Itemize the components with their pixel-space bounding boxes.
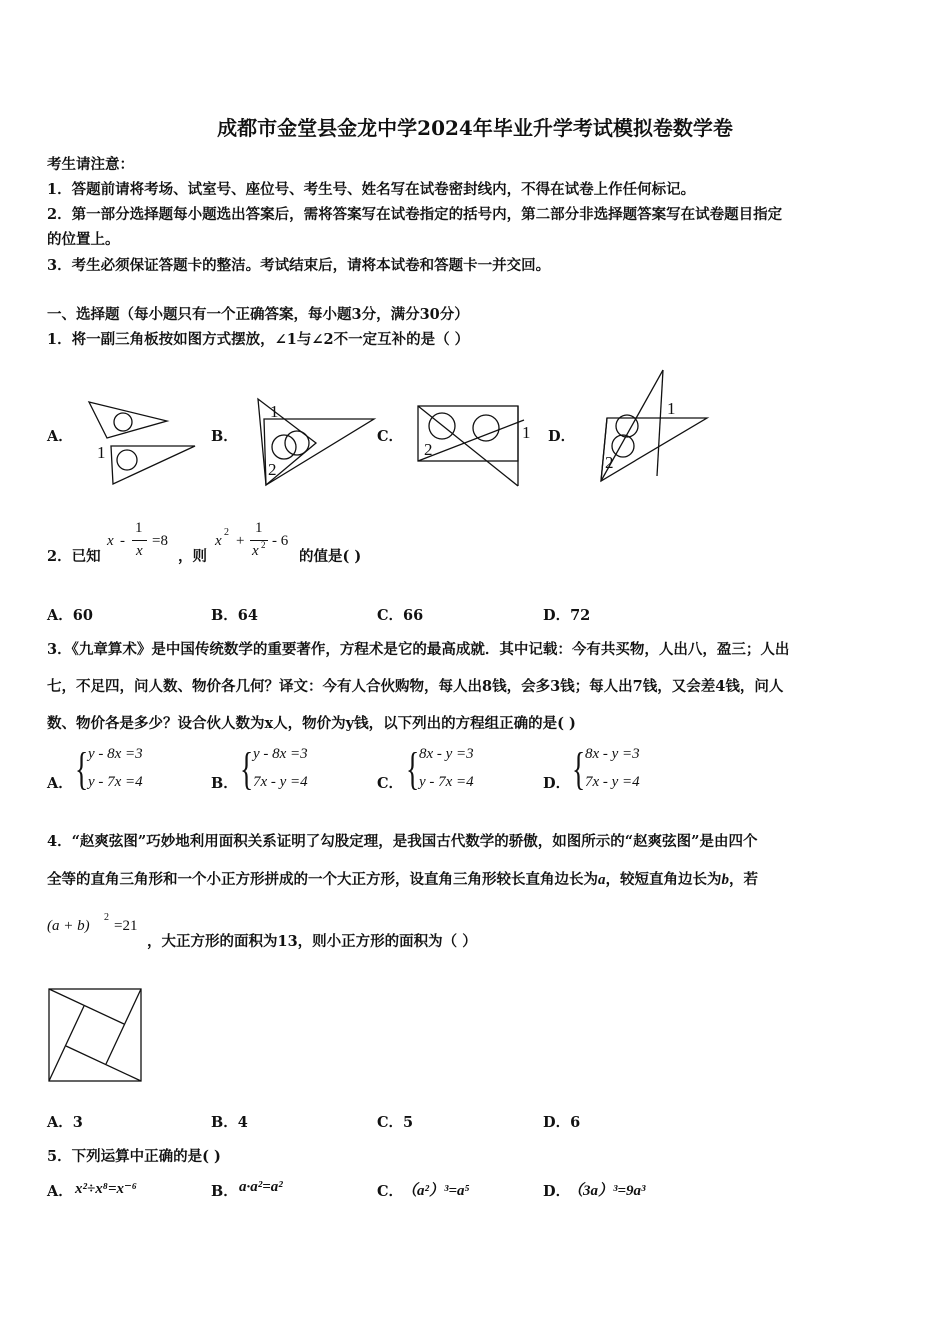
q2-suffix: 的值是( ) xyxy=(299,548,362,565)
q3-option-b-eq1: y - 8x =3 xyxy=(253,746,308,762)
q4-line-2 xyxy=(47,868,758,889)
q4-line-2b: ，较短直角边长为 xyxy=(605,871,722,888)
angle-label: 1 xyxy=(97,443,106,462)
q3-option-c-eq1: 8x - y =3 xyxy=(419,746,474,762)
brace-icon: { xyxy=(75,743,89,794)
q5-option-d-label: D． xyxy=(543,1183,571,1200)
q3-line-1: 3．《九章算术》是中国传统数学的重要著作，方程术是它的最高成就．其中记载：今有共买物，人出八，盈三；人出 xyxy=(47,641,790,658)
q3-option-a-eq1: y - 8x =3 xyxy=(88,746,143,762)
q2-expr-den-sup: 2 xyxy=(261,540,266,550)
line-shape xyxy=(657,370,663,476)
angle-label: 2 xyxy=(268,460,277,479)
q4-line-2c: ，若 xyxy=(729,871,758,888)
notice-item-2a: 2．第一部分选择题每小题选出答案后，需将答案写在试卷指定的括号内，第二部分非选择题答案写在试卷题目指定 xyxy=(47,206,783,223)
q2-cond-minus: - xyxy=(120,533,125,549)
notice-item-3: 3．考生必须保证答题卡的整洁。考试结束后，请将本试卷和答题卡一并交回。 xyxy=(47,257,551,274)
q5-option-b-expr: a·a²=a² xyxy=(239,1179,283,1195)
q2-expr-plus: + xyxy=(236,533,245,549)
q2-option-a: A．60 xyxy=(47,607,93,624)
triangle-shape xyxy=(111,446,195,484)
q4-option-d: D．6 xyxy=(543,1114,581,1131)
line-shape xyxy=(106,989,141,1064)
brace-icon: { xyxy=(572,743,586,794)
q5-option-a-label: A． xyxy=(47,1183,73,1200)
angle-label: 1 xyxy=(522,423,531,442)
q4-option-c: C．5 xyxy=(377,1114,414,1131)
q5-stem: 5．下列运算中正确的是( ) xyxy=(47,1148,221,1165)
brace-icon: { xyxy=(240,743,254,794)
q4-formula-eq: =21 xyxy=(114,918,138,934)
q3-option-c-eq2: y - 7x =4 xyxy=(419,774,474,790)
rectangle-shape xyxy=(418,406,518,461)
q4-option-b: B．4 xyxy=(211,1114,248,1131)
q2-cond-den: x xyxy=(136,543,143,559)
q2-cond-x: x xyxy=(107,533,114,549)
circle-shape xyxy=(272,435,296,459)
q3-option-c-label: C． xyxy=(377,775,404,792)
q1-figure-c xyxy=(414,400,544,490)
notice-heading: 考生请注意： xyxy=(47,156,134,173)
q4-line-1: 4．“赵爽弦图”巧妙地利用面积关系证明了勾股定理，是我国古代数学的骄傲，如图所示的“赵爽弦图”是由四个 xyxy=(47,833,758,850)
q3-line-3: 数、物价各是多少？设合伙人数为x人，物价为y钱，以下列出的方程组正确的是( ) xyxy=(47,715,576,732)
q5-option-a-expr: x²÷x⁸=x⁻⁶ xyxy=(75,1181,138,1197)
q2-expr-sup: 2 xyxy=(224,527,229,538)
angle-label: 1 xyxy=(270,402,279,421)
q1-stem: 1．将一副三角板按如图方式摆放，∠1与∠2不一定互补的是（ ） xyxy=(47,331,470,348)
q3-option-b-eq2: 7x - y =4 xyxy=(253,774,308,790)
q2-expr-minus6: - 6 xyxy=(272,533,289,549)
triangle-shape xyxy=(89,402,167,438)
circle-shape xyxy=(117,450,137,470)
q2-option-d: D．72 xyxy=(543,607,591,624)
line-shape xyxy=(49,989,124,1024)
section-heading: 一、选择题（每小题只有一个正确答案，每小题3分，满分30分） xyxy=(47,306,469,323)
circle-shape xyxy=(285,431,309,455)
triangle-shape xyxy=(264,419,374,485)
line-shape xyxy=(49,1006,84,1081)
q3-line-2: 七，不足四，问人数、物价各几何？译文：今有人合伙购物，每人出8钱，会多3钱；每人出7钱，又会差4钱，问人 xyxy=(47,678,784,695)
q2-option-b: B．64 xyxy=(211,607,258,624)
q4-var-b: b xyxy=(721,872,729,888)
q3-option-b-label: B． xyxy=(211,775,238,792)
q1-figure-b xyxy=(250,395,380,490)
circle-shape xyxy=(473,415,499,441)
line-shape xyxy=(66,1046,141,1081)
angle-label: 1 xyxy=(667,399,676,418)
q1-option-d-label: D． xyxy=(548,428,576,445)
exam-title: 成都市金堂县金龙中学2024年毕业升学考试模拟卷数学卷 xyxy=(217,116,733,140)
q5-option-b-label: B． xyxy=(211,1183,238,1200)
line-shape xyxy=(418,406,518,486)
q3-option-a-eq2: y - 7x =4 xyxy=(88,774,143,790)
q2-cond-eq: =8 xyxy=(152,533,168,549)
triangle-shape xyxy=(601,418,707,481)
large-square xyxy=(49,989,141,1081)
q1-figure-d xyxy=(597,366,717,486)
q1-option-a-label: A． xyxy=(47,428,73,445)
q3-option-d-label: D． xyxy=(543,775,571,792)
q5-option-d-expr: （3a）³=9a³ xyxy=(568,1183,646,1199)
fraction-bar xyxy=(132,540,147,541)
q2-expr-den: x xyxy=(252,543,259,559)
circle-shape xyxy=(114,413,132,431)
notice-item-2b: 的位置上。 xyxy=(47,231,120,248)
q5-option-c-expr: （a²）³=a⁵ xyxy=(402,1183,470,1199)
q4-formula-sup: 2 xyxy=(104,912,109,923)
q2-option-c: C．66 xyxy=(377,607,424,624)
q2-mid: ，则 xyxy=(178,548,207,565)
q3-option-a-label: A． xyxy=(47,775,73,792)
q1-figure-a xyxy=(85,398,200,488)
q3-option-d-eq2: 7x - y =4 xyxy=(585,774,640,790)
angle-label: 2 xyxy=(424,440,433,459)
q2-cond-num: 1 xyxy=(135,520,143,536)
q4-option-a: A．3 xyxy=(47,1114,83,1131)
q2-expr-num: 1 xyxy=(255,520,263,536)
q1-option-b-label: B． xyxy=(211,428,238,445)
q2-prefix: 2．已知 xyxy=(47,548,101,565)
brace-icon: { xyxy=(406,743,420,794)
q5-option-c-label: C． xyxy=(377,1183,404,1200)
q4-formula: (a + b) xyxy=(47,918,90,934)
circle-shape xyxy=(612,435,634,457)
q1-option-c-label: C． xyxy=(377,428,404,445)
q3-option-d-eq1: 8x - y =3 xyxy=(585,746,640,762)
q4-var-a: a xyxy=(598,872,606,888)
zhao-shuang-diagram xyxy=(48,988,144,1084)
q4-line-2a: 全等的直角三角形和一个小正方形拼成的一个大正方形，设直角三角形较长直角边长为 xyxy=(47,871,598,888)
q2-expr-x: x xyxy=(215,533,222,549)
angle-label: 2 xyxy=(605,453,614,472)
q4-line-3: ，大正方形的面积为13，则小正方形的面积为（ ） xyxy=(147,933,477,950)
line-shape xyxy=(418,420,524,461)
notice-item-1: 1．答题前请将考场、试室号、座位号、考生号、姓名写在试卷密封线内，不得在试卷上作任何标记。 xyxy=(47,181,696,198)
